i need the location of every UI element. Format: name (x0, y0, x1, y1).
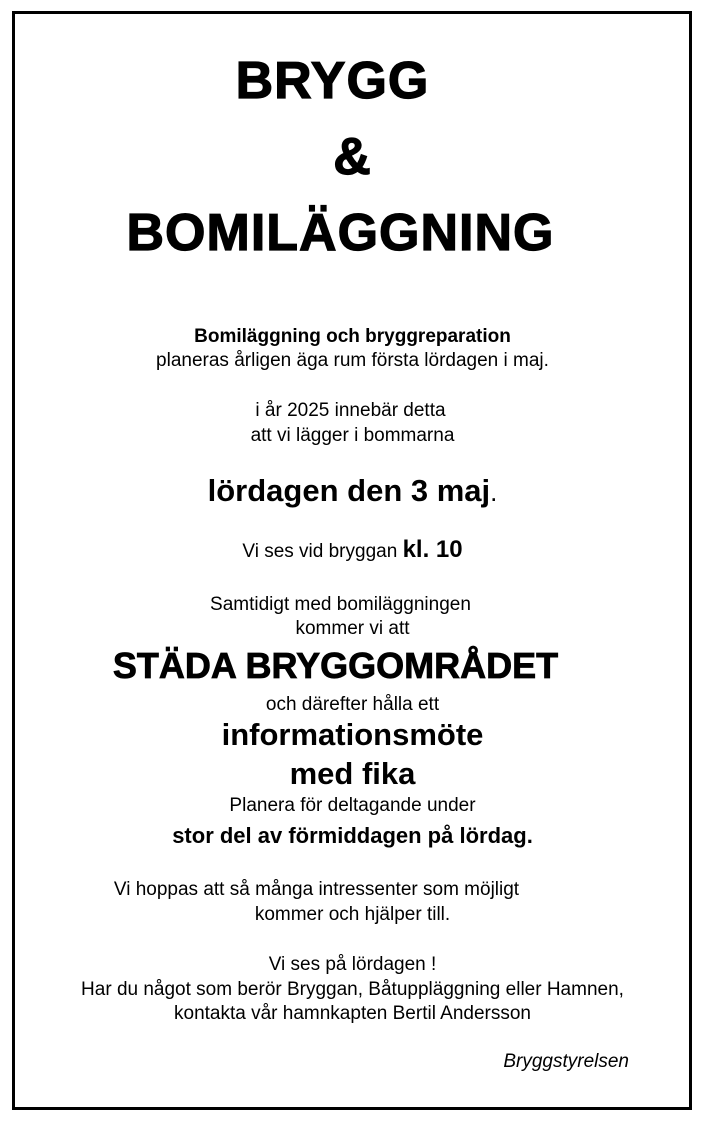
same-time-line-1: Samtidigt med bomiläggningen (210, 594, 471, 615)
same-time-line-2: kommer vi att (295, 618, 410, 639)
year-line-1: i år 2025 innebär detta (255, 400, 446, 421)
intro-text: planeras årligen äga rum första lördagen i maj. (156, 350, 549, 371)
title-ampersand: & (333, 128, 372, 186)
date-text: lördagen den 3 maj (207, 473, 491, 508)
contact-line-2: kontakta vår hamnkapten Bertil Andersson (174, 1003, 531, 1024)
title-brygg: BRYGG (235, 52, 430, 110)
year-line-2: att vi lägger i bommarna (250, 425, 455, 446)
title-bomilaggning: BOMILÄGGNING (126, 204, 555, 262)
hope-line-1: Vi hoppas att så många intressenter som möjligt (113, 879, 520, 900)
after-text: och därefter hålla ett (265, 694, 440, 715)
meet-time: kl. 10 (402, 536, 463, 563)
plan-text: Planera för deltagande under (229, 795, 476, 816)
meet-text: Vi ses vid bryggan (242, 541, 403, 562)
see-you-text: Vi ses på lördagen ! (268, 954, 437, 975)
meet-line (0, 538, 705, 562)
date-line (0, 475, 705, 506)
plan-bold: stor del av förmiddagen på lördag. (172, 823, 533, 848)
signature: Bryggstyrelsen (503, 1051, 629, 1072)
contact-line-1: Har du något som berör Bryggan, Båtuppläggning eller Hamnen, (81, 979, 624, 1000)
meeting-line-1: informationsmöte (221, 717, 484, 752)
meeting-line-2: med fika (289, 756, 416, 791)
intro-heading: Bomiläggning och bryggreparation (194, 326, 511, 347)
hope-line-2: kommer och hjälper till. (254, 904, 451, 925)
date-period: . (490, 477, 498, 507)
clean-heading: STÄDA BRYGGOMRÅDET (112, 645, 559, 686)
